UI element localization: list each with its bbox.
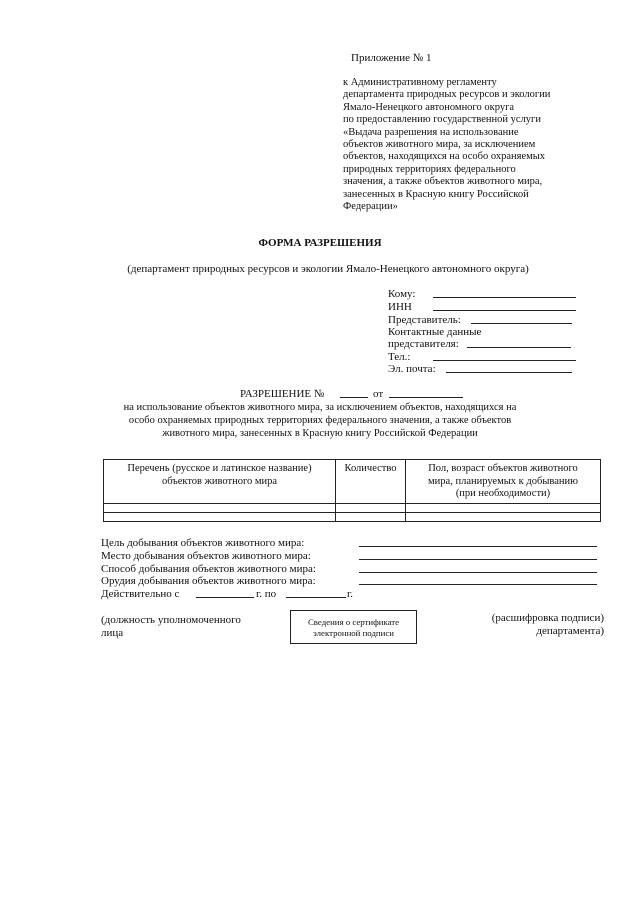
signature-decoding-line: (расшифровка подписи) — [491, 612, 604, 624]
table-row — [104, 513, 601, 522]
valid-to-label: г. по — [256, 588, 277, 600]
header-quantity-line: Количество — [344, 463, 397, 474]
appendix-line: природных территориях федерального — [343, 163, 516, 175]
appendix-text — [343, 77, 550, 213]
header-list — [104, 460, 336, 504]
appendix-line: «Выдача разрешения на использование — [343, 126, 519, 138]
header-list-line: Перечень (русское и латинское название) — [127, 463, 312, 474]
permit-subtitle-line: на использование объектов животного мира, за исключением объектов, находящихся на — [123, 402, 517, 413]
signature-decoding — [470, 612, 604, 638]
table-cell[interactable] — [336, 513, 406, 522]
appendix-line: Ямало-Ненецкого автономного округа — [343, 101, 515, 113]
header-sex-age-line: Пол, возраст объектов животного — [428, 463, 578, 474]
header-sex-age — [406, 460, 601, 504]
table-cell[interactable] — [406, 513, 601, 522]
permit-subtitle — [0, 401, 640, 440]
representative-label: Представитель: — [388, 314, 461, 326]
permit-heading: РАЗРЕШЕНИЕ № — [240, 388, 325, 400]
method-line[interactable] — [359, 572, 597, 573]
appendix-line: по предоставлению государственной услуги — [343, 114, 541, 126]
purpose-label: Цель добывания объектов животного мира: — [101, 537, 305, 549]
table-row — [104, 504, 601, 513]
appendix-line: к Административному регламенту — [343, 77, 497, 88]
header-sex-age-line: (при необходимости) — [455, 488, 551, 499]
signature-decoding-line: департамента) — [536, 625, 604, 637]
inn-line[interactable] — [433, 310, 576, 311]
recipient-to-line[interactable] — [433, 297, 576, 298]
table-header-row — [104, 460, 601, 504]
phone-label: Тел.: — [388, 351, 411, 363]
signatory-position-line: лица — [101, 627, 124, 639]
valid-from-label: Действительно с — [101, 588, 180, 600]
representative-line[interactable] — [471, 323, 572, 324]
table-cell[interactable] — [406, 504, 601, 513]
header-quantity — [336, 460, 406, 504]
place-line[interactable] — [359, 559, 597, 560]
appendix-line: объектов, находящихся на особо охраняемых — [343, 151, 546, 163]
valid-from-line[interactable] — [196, 597, 254, 598]
valid-to-line[interactable] — [286, 597, 346, 598]
recipient-to-label: Кому: — [388, 288, 416, 300]
header-list-line: объектов животного мира — [161, 475, 278, 487]
permit-subtitle-line: животного мира, занесенных в Красную книгу Российской Федерации — [162, 428, 478, 439]
permit-from-label: от — [373, 388, 384, 400]
table-cell[interactable] — [104, 513, 336, 522]
tools-line[interactable] — [359, 584, 597, 585]
signatory-position-line: (должность уполномоченного — [101, 614, 241, 626]
table-cell[interactable] — [104, 504, 336, 513]
signatory-position — [101, 614, 241, 640]
objects-table — [103, 459, 601, 522]
e-signature-stamp — [290, 610, 417, 644]
method-label: Способ добывания объектов животного мира: — [101, 563, 316, 575]
email-line[interactable] — [446, 372, 572, 373]
appendix-line: объектов животного мира, за исключением — [343, 139, 536, 151]
permit-subtitle-line: особо охраняемых природных территориях федерального значения, а также объектов — [128, 415, 512, 426]
inn-label: ИНН — [388, 301, 412, 313]
stamp-line: Сведения о сертификате — [307, 617, 400, 627]
phone-line[interactable] — [433, 360, 576, 361]
valid-year-label: г. — [347, 588, 354, 600]
tools-label: Орудия добывания объектов животного мира: — [101, 575, 316, 587]
form-title: ФОРМА РАЗРЕШЕНИЯ — [258, 237, 382, 249]
appendix-line: значения, а также объектов животного мира, — [343, 176, 543, 188]
permit-date-line[interactable] — [389, 397, 463, 398]
header-sex-age-line: мира, планируемых к добыванию — [428, 475, 578, 487]
appendix-line: департамента природных ресурсов и экологии — [343, 89, 551, 101]
department-caption: (департамент природных ресурсов и экологии Ямало-Ненецкого автономного округа) — [127, 263, 529, 275]
email-label: Эл. почта: — [388, 363, 436, 375]
contact-label-2: представителя: — [388, 338, 459, 350]
stamp-line: электронной подписи — [313, 627, 394, 638]
permit-number-line[interactable] — [340, 397, 368, 398]
contact-line[interactable] — [467, 347, 571, 348]
table-cell[interactable] — [336, 504, 406, 513]
appendix-line: Федерации» — [343, 201, 398, 213]
place-label: Место добывания объектов животного мира: — [101, 550, 311, 562]
appendix-line: занесенных в Красную книгу Российской — [343, 188, 529, 200]
purpose-line[interactable] — [359, 546, 597, 547]
contact-label: Контактные данные — [388, 326, 482, 338]
appendix-title: Приложение № 1 — [351, 52, 432, 64]
